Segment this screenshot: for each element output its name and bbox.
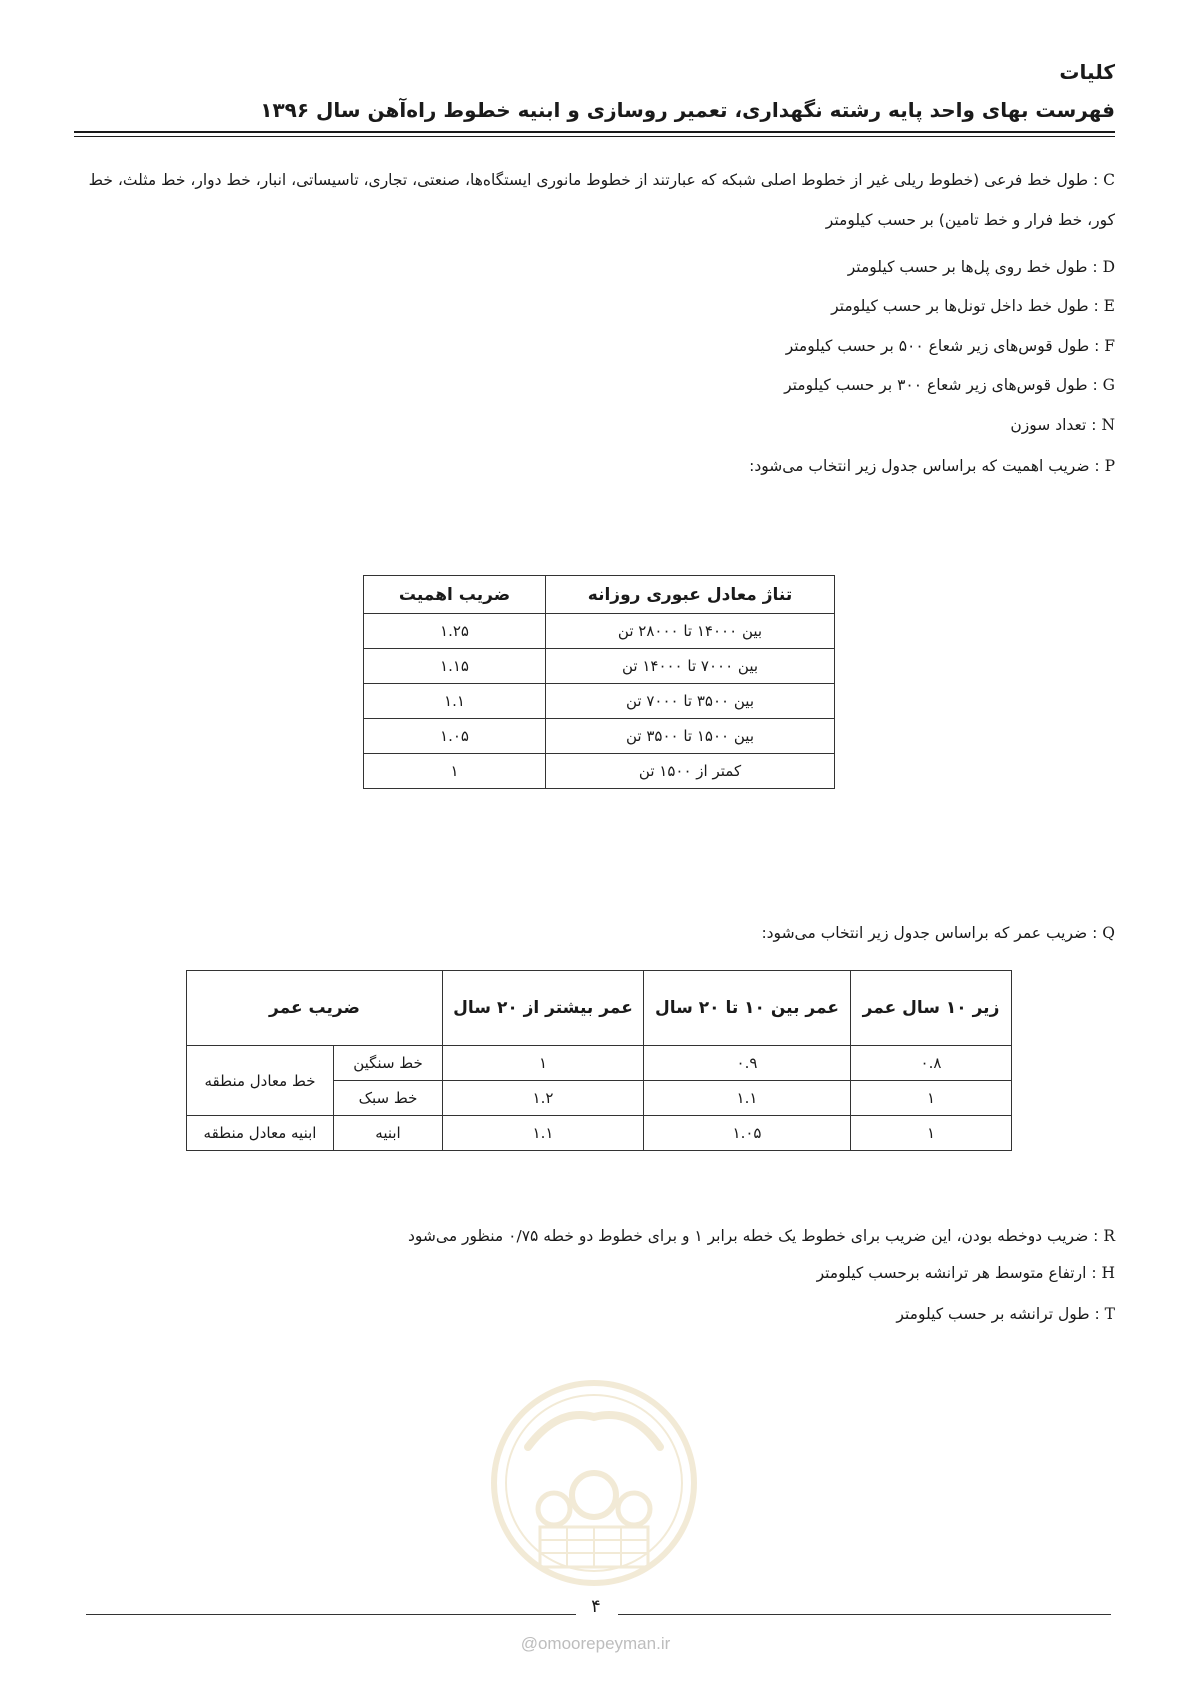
table-cell: ۱ bbox=[851, 1081, 1012, 1116]
definition-e: E : طول خط داخل تونل‌ها بر حسب کیلومتر bbox=[831, 297, 1115, 315]
table-row bbox=[364, 614, 835, 649]
table-cell: بین ۱۴۰۰۰ تا ۲۸۰۰۰ تن bbox=[546, 614, 835, 649]
table-header-cell: عمر بیشتر از ۲۰ سال bbox=[443, 971, 644, 1046]
table-row bbox=[364, 754, 835, 789]
section-title: کلیات bbox=[1059, 60, 1115, 84]
definition-h: H : ارتفاع متوسط هر ترانشه برحسب کیلومتر bbox=[816, 1264, 1115, 1282]
table-cell: ۱.۲ bbox=[443, 1081, 644, 1116]
table-row bbox=[187, 1116, 1012, 1151]
table-cell: ۱ bbox=[443, 1046, 644, 1081]
table-cell: ۰.۸ bbox=[851, 1046, 1012, 1081]
table-cell: ۱.۱ bbox=[364, 684, 546, 719]
table-cell: ۱ bbox=[364, 754, 546, 789]
table-cell: ابنیه bbox=[334, 1116, 443, 1151]
table-row bbox=[364, 649, 835, 684]
table-cell: ۱.۰۵ bbox=[644, 1116, 851, 1151]
table-header-cell: تناژ معادل عبوری روزانه bbox=[546, 576, 835, 614]
table-cell: خط سنگین bbox=[334, 1046, 443, 1081]
table-header-cell: ضریب اهمیت bbox=[364, 576, 546, 614]
table-cell: بین ۱۵۰۰ تا ۳۵۰۰ تن bbox=[546, 719, 835, 754]
table-cell: ۱.۲۵ bbox=[364, 614, 546, 649]
page-number: ۴ bbox=[591, 1596, 601, 1617]
header-rule-thick bbox=[74, 131, 1115, 133]
table-cell: کمتر از ۱۵۰۰ تن bbox=[546, 754, 835, 789]
watermark-logo-icon bbox=[488, 1377, 700, 1589]
importance-table bbox=[363, 575, 835, 789]
definition-n: N : تعداد سوزن bbox=[1010, 416, 1115, 434]
table-cell: ۱.۱۵ bbox=[364, 649, 546, 684]
table-row bbox=[364, 684, 835, 719]
table-cell: ۱ bbox=[851, 1116, 1012, 1151]
table-header-row bbox=[187, 971, 1012, 1046]
page-title: فهرست بهای واحد پایه رشته نگهداری، تعمیر روسازی و ابنیه خطوط راه‌آهن سال ۱۳۹۶ bbox=[260, 98, 1115, 122]
footer-rule-left bbox=[86, 1614, 576, 1615]
definition-d: D : طول خط روی پل‌ها بر حسب کیلومتر bbox=[847, 258, 1115, 276]
header-rule-thin bbox=[74, 136, 1115, 137]
footer-site-link[interactable]: @omoorepeyman.ir bbox=[520, 1634, 671, 1653]
table-header-row bbox=[364, 576, 835, 614]
table-cell: خط سبک bbox=[334, 1081, 443, 1116]
definition-p: P : ضریب اهمیت که براساس جدول زیر انتخاب می‌شود: bbox=[749, 457, 1115, 475]
table-cell: ۱.۰۵ bbox=[364, 719, 546, 754]
table-header-cell: زیر ۱۰ سال عمر bbox=[851, 971, 1012, 1046]
table-cell: بین ۳۵۰۰ تا ۷۰۰۰ تن bbox=[546, 684, 835, 719]
table-header-cell: عمر بین ۱۰ تا ۲۰ سال bbox=[644, 971, 851, 1046]
definition-t: T : طول ترانشه بر حسب کیلومتر bbox=[896, 1305, 1115, 1323]
table-header-cell: ضریب عمر bbox=[187, 971, 443, 1046]
definition-f: F : طول قوس‌های زیر شعاع ۵۰۰ بر حسب کیلومتر bbox=[785, 337, 1115, 355]
table-row bbox=[364, 719, 835, 754]
table-cell: خط معادل منطقه bbox=[187, 1046, 334, 1116]
definition-r: R : ضریب دوخطه بودن، این ضریب برای خطوط یک خطه برابر ۱ و برای خطوط دو خطه ۰/۷۵ منظور می‌شود bbox=[408, 1227, 1115, 1245]
table-cell: ابنیه معادل منطقه bbox=[187, 1116, 334, 1151]
definition-q: Q : ضریب عمر که براساس جدول زیر انتخاب می‌شود: bbox=[761, 924, 1115, 942]
table-cell: بین ۷۰۰۰ تا ۱۴۰۰۰ تن bbox=[546, 649, 835, 684]
definition-g: G : طول قوس‌های زیر شعاع ۳۰۰ بر حسب کیلومتر bbox=[784, 376, 1115, 394]
table-row bbox=[187, 1046, 1012, 1081]
table-cell: ۱.۱ bbox=[644, 1081, 851, 1116]
footer-rule-right bbox=[618, 1614, 1111, 1615]
table-cell: ۰.۹ bbox=[644, 1046, 851, 1081]
table-cell: ۱.۱ bbox=[443, 1116, 644, 1151]
definition-c: C : طول خط فرعی (خطوط ریلی غیر از خطوط اصلی شبکه که عبارتند از خطوط مانوری ایستگاه‌ها، صنعتی، تجاری، تاسیساتی، انبار، خط دوار، خط مثلث، خط کور، خط فرار و خط تامین) بر حسب کیلومتر bbox=[88, 171, 1115, 229]
age-table bbox=[186, 970, 1012, 1151]
